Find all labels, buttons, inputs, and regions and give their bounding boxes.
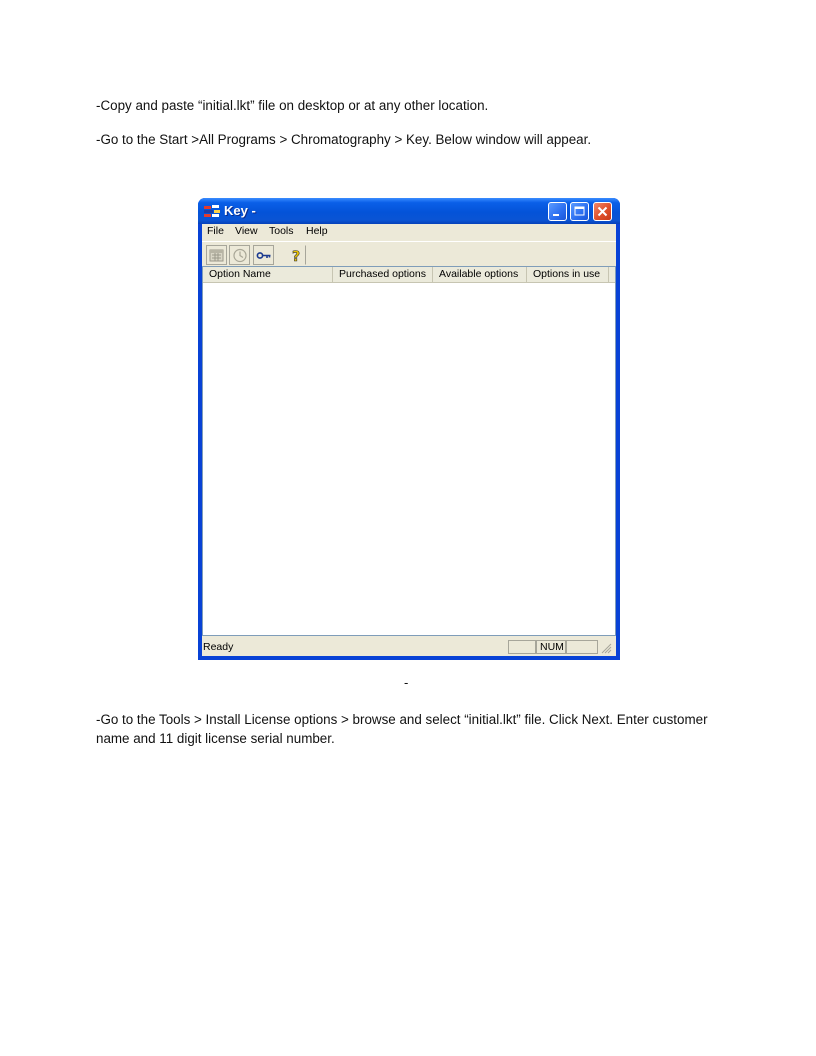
options-list[interactable] — [202, 266, 616, 636]
figure-caption: - — [404, 675, 409, 690]
toolbar — [202, 241, 616, 268]
column-header-available-options[interactable]: Available options — [433, 267, 527, 282]
column-header-purchased-options[interactable]: Purchased options — [333, 267, 433, 282]
num-lock-indicator: NUM — [536, 640, 566, 654]
svg-text:?: ? — [292, 249, 301, 263]
key-app-icon — [204, 204, 220, 218]
instruction-copy-file: -Copy and paste “initial.lkt” file on desktop or at any other location. — [96, 98, 489, 113]
list-header — [203, 267, 615, 283]
status-pane-empty — [508, 640, 536, 654]
menu-bar — [202, 224, 616, 240]
instruction-install-license: -Go to the Tools > Install License options > browse and select “initial.lkt” file. Click Next. Enter customer name and 11 digit license serial number. — [96, 712, 708, 746]
window-title: Key - — [224, 203, 256, 218]
help-icon[interactable] — [285, 245, 306, 265]
maximize-button[interactable] — [570, 202, 589, 221]
resize-grip-icon[interactable] — [600, 642, 612, 657]
clock-icon[interactable] — [229, 245, 250, 265]
column-header-option-name[interactable]: Option Name — [203, 267, 333, 282]
close-button[interactable] — [593, 202, 612, 221]
title-bar[interactable] — [198, 198, 620, 224]
status-bar — [202, 638, 616, 656]
menu-help[interactable]: Help — [306, 225, 328, 237]
key-window — [198, 198, 620, 660]
menu-view[interactable]: View — [235, 225, 258, 237]
status-pane-empty-2 — [566, 640, 598, 654]
menu-tools[interactable]: Tools — [269, 225, 294, 237]
calendar-icon[interactable] — [206, 245, 227, 265]
window-client-area — [202, 224, 616, 656]
instruction-open-key: -Go to the Start >All Programs > Chromatography > Key. Below window will appear. — [96, 132, 592, 147]
column-header-options-in-use[interactable]: Options in use — [527, 267, 609, 282]
menu-file[interactable]: File — [207, 225, 224, 237]
key-icon[interactable] — [253, 245, 274, 265]
minimize-button[interactable] — [548, 202, 567, 221]
status-text: Ready — [203, 641, 234, 653]
